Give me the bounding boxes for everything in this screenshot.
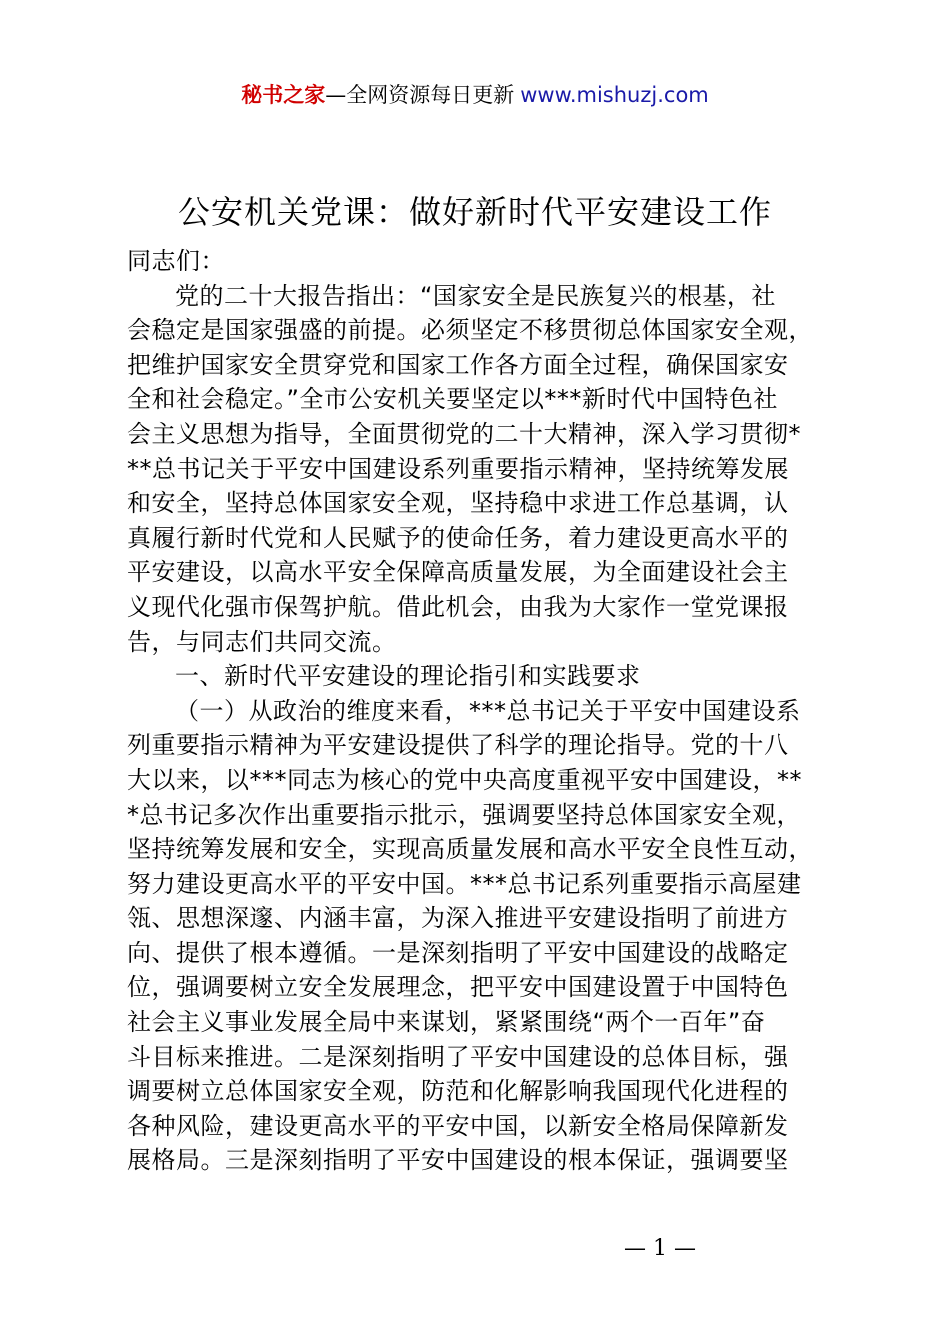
body-line: 调要树立总体国家安全观，防范和化解影响我国现代化进程的 [127,1077,789,1106]
body-line: 向、提供了根本遵循。一是深刻指明了平安中国建设的战略定 [127,938,789,967]
body-line: 社会主义事业发展全局中来谋划，紧紧围绕“两个一百年”奋 [127,1008,766,1037]
body-line: 把维护国家安全贯穿党和国家工作各方面全过程，确保国家安 [127,350,789,379]
body-line: 全和社会稳定。”全市公安机关要坚定以***新时代中国特色社 [127,385,778,414]
body-line: （一）从政治的维度来看，***总书记关于平安中国建设系 [175,696,801,725]
brand-name: 秘书之家 [241,83,326,107]
site-url-link[interactable]: www.mishuzj.com [520,83,709,107]
page-number [0,1234,950,1264]
body-line: 展格局。三是深刻指明了平安中国建设的根本保证，强调要坚 [127,1146,789,1175]
body-line: 斗目标来推进。二是深刻指明了平安中国建设的总体目标，强 [127,1042,789,1071]
body-line: 党的二十大报告指出：“国家安全是民族复兴的根基，社 [175,281,776,310]
body-line: 平安建设，以高水平安全保障高质量发展，为全面建设社会主 [127,558,789,587]
body-line-greeting: 同志们： [127,247,225,275]
body-line: 位，强调要树立安全发展理念，把平安中国建设置于中国特色 [127,973,789,1002]
body-line: **总书记关于平安中国建设系列重要指示精神，坚持统筹发展 [127,454,789,483]
body-line: 努力建设更高水平的平安中国。***总书记系列重要指示高屋建 [127,869,802,898]
body-line: 列重要指示精神为平安建设提供了科学的理论指导。党的十八 [127,731,789,760]
body-line: 瓴、思想深邃、内涵丰富，为深入推进平安建设指明了前进方 [127,904,789,933]
body-line: 坚持统筹发展和安全，实现高质量发展和高水平安全良性互动， [127,835,813,864]
section-heading: 一、新时代平安建设的理论指引和实践要求 [175,662,641,691]
body-line: 会稳定是国家强盛的前提。必须坚定不移贯彻总体国家安全观， [127,316,813,345]
body-line: 各种风险，建设更高水平的平安中国，以新安全格局保障新发 [127,1111,789,1140]
body-line: 义现代化强市保驾护航。借此机会，由我为大家作一堂党课报 [127,592,789,621]
body-line: 大以来，以***同志为核心的党中央高度重视平安中国建设，** [127,765,802,794]
body-line: 真履行新时代党和人民赋予的使命任务，着力建设更高水平的 [127,523,789,552]
body-line: 会主义思想为指导，全面贯彻党的二十大精神，深入学习贯彻* [127,419,801,448]
body-line: 告，与同志们共同交流。 [127,627,397,656]
document-body [127,244,837,1178]
body-line: 和安全，坚持总体国家安全观，坚持稳中求进工作总基调，认 [127,489,789,518]
document-title: 公安机关党课：做好新时代平安建设工作 [177,193,772,231]
header-tagline: —全网资源每日更新 [325,83,515,107]
site-header [0,80,950,110]
body-line: *总书记多次作出重要指示批示，强调要坚持总体国家安全观， [127,800,801,829]
page-number-text: — 1 — [624,1236,696,1261]
